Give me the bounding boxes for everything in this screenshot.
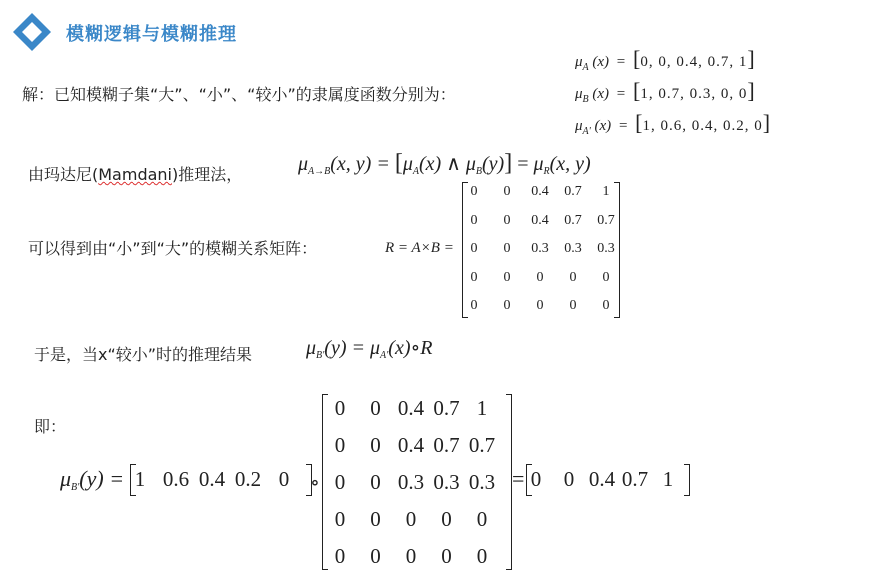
mamdani-formula: $\mu_{A\to B}(x$, $y) = [\mu_A(x)$ ∧ $\mu_B(y)] = \mu_R(x$, y) [298, 150, 591, 177]
vector-cell: 0.4 [588, 467, 616, 491]
matrix-cell: 0 [334, 544, 346, 568]
vector-cell: 0.2 [234, 467, 262, 491]
final-equals: = [512, 466, 525, 491]
matrix-cell: 0 [503, 269, 511, 285]
final-lhs: μB'(y) = [60, 466, 125, 493]
matrix-cell: 0.3 [564, 241, 582, 256]
matrix-cell: 0 [569, 298, 577, 313]
vector-cell: 0 [530, 467, 542, 491]
matrix-cell: 0 [536, 298, 544, 313]
matrix-cell: 0 [370, 507, 381, 531]
matrix-cell: 1 [476, 396, 488, 420]
matrix-cell: 0.3 [597, 241, 615, 256]
vector-cell: 0 [563, 467, 575, 491]
matrix-cell: 0.3 [397, 470, 425, 494]
membership-row: $\mu_B$ (x) = [1, 0.7, 0.3, 0, 0] [575, 78, 755, 105]
relation-formula: R = A×B = [385, 240, 454, 256]
page-title: 模糊逻辑与模糊推理 [66, 24, 237, 45]
matrix-cell: 0 [441, 507, 452, 531]
matrix-cell: 0 [536, 269, 544, 285]
matrix-cell: 0 [470, 184, 478, 199]
vector-cell: 0.4 [198, 467, 226, 491]
matrix-cell: 0.4 [531, 212, 549, 228]
matrix-cell: 0.4 [397, 396, 425, 420]
matrix-cell: 0 [441, 544, 452, 568]
matrix-cell: 0 [370, 544, 381, 568]
matrix-cell: 0 [405, 544, 417, 568]
matrix-cell: 0.7 [564, 212, 582, 228]
result-text: 于是，当x“较小”时的推理结果 [34, 345, 253, 364]
matrix-cell: 0 [470, 269, 478, 285]
matrix-cell: 0.3 [468, 470, 496, 494]
matrix-cell: 0 [503, 184, 511, 199]
matrix-cell: 0 [405, 507, 417, 531]
matrix-cell: 0 [470, 241, 478, 256]
matrix-cell: 0 [470, 212, 478, 228]
matrix-cell: 0.4 [531, 184, 549, 199]
title-diamond-icon [12, 12, 52, 52]
membership-row: $\mu_A$ (x) = [0, 0, 0.4, 0.7, 1] [575, 46, 755, 73]
vector-cell: 0.7 [621, 467, 649, 491]
matrix-cell: 0.7 [468, 433, 496, 457]
vector-cell: 0 [278, 467, 290, 491]
final-label: 即： [34, 417, 67, 436]
matrix-cell: 0.4 [397, 433, 425, 457]
matrix-cell: 0.7 [564, 184, 582, 199]
matrix-cell: 0 [602, 298, 610, 313]
matrix-cell: 0.7 [597, 212, 615, 228]
matrix-cell: 0 [370, 470, 381, 494]
result-formula: $\mu_{B'}(y)$ = $\mu_{A'}(x)\circ R$ [306, 337, 433, 361]
result-vector [526, 462, 690, 496]
matrix-cell: 0.7 [433, 396, 460, 420]
vector-cell: 1 [134, 467, 146, 491]
relation-text: 可以得到由“小”到“大”的模糊关系矩阵： [28, 239, 318, 258]
matrix-cell: 0 [503, 298, 511, 313]
matrix-cell: 0.7 [433, 433, 460, 457]
matrix-cell: 0.3 [433, 470, 460, 494]
membership-row: $\mu_{A'}$ (x) = [1, 0.6, 0.4, 0.2, 0] [575, 110, 771, 137]
matrix-cell: 0.3 [531, 241, 549, 256]
matrix-cell: 0 [503, 241, 511, 256]
final-matrix [322, 392, 512, 570]
matrix-cell: 0 [476, 507, 488, 531]
vector-cell: 0.6 [162, 467, 190, 491]
relation-matrix [462, 180, 620, 318]
matrix-cell: 0 [370, 433, 381, 457]
intro-text: 解：已知模糊子集“大”、“小”、“较小”的隶属度函数分别为： [22, 85, 456, 104]
mamdani-text: 由玛达尼(Mamdani)推理法， [28, 165, 243, 184]
compose-operator: ∘ [310, 472, 320, 494]
matrix-cell: 0 [334, 396, 346, 420]
vector-cell: 1 [662, 467, 674, 491]
matrix-cell: 0 [470, 298, 478, 313]
input-vector [130, 462, 312, 496]
matrix-cell: 0 [602, 269, 610, 285]
matrix-cell: 1 [602, 184, 610, 199]
matrix-cell: 0 [370, 396, 381, 420]
matrix-cell: 0 [334, 470, 346, 494]
matrix-cell: 0 [334, 507, 346, 531]
matrix-cell: 0 [476, 544, 488, 568]
matrix-cell: 0 [334, 433, 346, 457]
matrix-cell: 0 [569, 269, 577, 285]
matrix-cell: 0 [503, 212, 511, 228]
